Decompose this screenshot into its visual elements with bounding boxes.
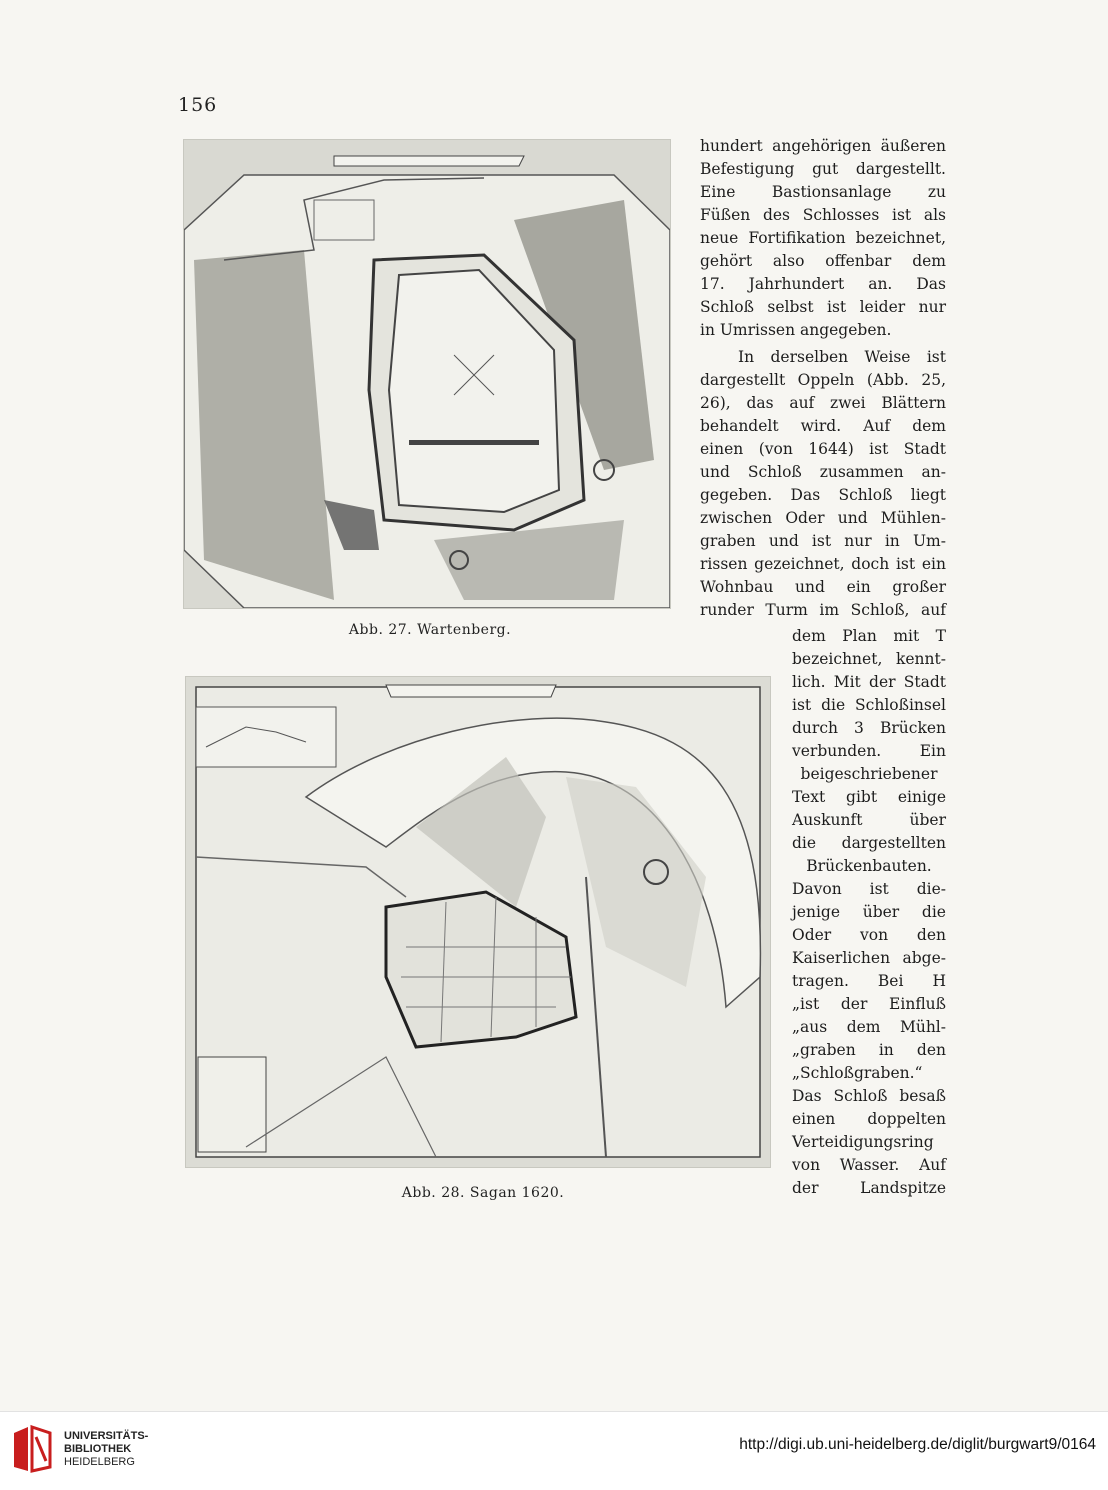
text-line: verbunden. Ein — [792, 742, 946, 760]
text-line: in Umrissen angegeben. — [700, 321, 892, 339]
text-line: hundert angehörigen äußeren — [700, 137, 946, 155]
permalink-url[interactable]: http://digi.ub.uni-heidelberg.de/diglit/burgwart9/0164 — [739, 1436, 1096, 1453]
text-line: von Wasser. Auf — [792, 1156, 946, 1174]
text-line: einen (von 1644) ist Stadt — [700, 440, 946, 458]
text-line: einen doppelten — [792, 1110, 946, 1128]
text-line: zwischen Oder und Mühlen- — [700, 509, 946, 527]
text-line: Brückenbauten. — [806, 857, 932, 875]
text-line: und Schloß zusammen an- — [700, 463, 946, 481]
footer-bar — [0, 1411, 1108, 1490]
text-line: durch 3 Brücken — [792, 719, 946, 737]
text-line: Oder von den — [792, 926, 946, 944]
university-library-logo-icon — [10, 1423, 54, 1475]
text-line: Befestigung gut dargestellt. — [700, 160, 946, 178]
text-line: Füßen des Schlosses ist als — [700, 206, 946, 224]
text-line: 17. Jahrhundert an. Das — [700, 275, 946, 293]
text-line: neue Fortifikation bezeichnet, — [700, 229, 946, 247]
library-name — [64, 1430, 148, 1469]
text-line: die dargestellten — [792, 834, 946, 852]
figure-sagan-map — [185, 676, 771, 1168]
text-line: Eine Bastionsanlage zu — [700, 183, 946, 201]
text-line: Kaiserlichen abge- — [792, 949, 946, 967]
text-line: lich. Mit der Stadt — [792, 673, 946, 691]
library-name-line3: HEIDELBERG — [64, 1456, 135, 1468]
text-line: graben und ist nur in Um- — [700, 532, 946, 550]
text-line: tragen. Bei H — [792, 972, 946, 990]
text-line: „Schloßgraben.“ — [792, 1064, 923, 1082]
text-line: ist die Schloßinsel — [792, 696, 946, 714]
text-line: Text gibt einige — [792, 788, 946, 806]
text-line: gegeben. Das Schloß liegt — [700, 486, 946, 504]
page-number: 156 — [178, 94, 218, 116]
figure-27-caption: Abb. 27. Wartenberg. — [348, 622, 512, 638]
text-line: jenige über die — [792, 903, 946, 921]
text-line: dem Plan mit T — [792, 627, 946, 645]
text-line: „aus dem Mühl- — [792, 1018, 946, 1036]
text-line: beigeschriebener — [800, 765, 938, 783]
text-line: gehört also offenbar dem — [700, 252, 946, 270]
text-line: rissen gezeichnet, doch ist ein — [700, 555, 946, 573]
library-name-line1: UNIVERSITÄTS- — [64, 1430, 149, 1442]
text-line: „graben in den — [792, 1041, 946, 1059]
text-line: dargestellt Oppeln (Abb. 25, — [700, 371, 946, 389]
text-line: Wohnbau und ein großer — [700, 578, 946, 596]
figure-wartenberg-map — [183, 139, 671, 609]
figure-28-caption: Abb. 28. Sagan 1620. — [401, 1185, 565, 1201]
text-line: 26), das auf zwei Blättern — [700, 394, 946, 412]
text-line: bezeichnet, kennt- — [792, 650, 946, 668]
text-line: Auskunft über — [792, 811, 946, 829]
text-line: „ist der Einfluß — [792, 995, 946, 1013]
text-line: Verteidigungsring — [792, 1133, 934, 1151]
text-line: Schloß selbst ist leider nur — [700, 298, 946, 316]
text-line: der Landspitze — [792, 1179, 946, 1197]
text-line: Das Schloß besaß — [792, 1087, 946, 1105]
text-line: Davon ist die- — [792, 880, 946, 898]
text-line: behandelt wird. Auf dem — [700, 417, 946, 435]
library-name-line2: BIBLIOTHEK — [64, 1443, 132, 1455]
text-line: runder Turm im Schloß, auf — [700, 601, 946, 619]
text-line: In derselben Weise ist — [738, 348, 946, 366]
